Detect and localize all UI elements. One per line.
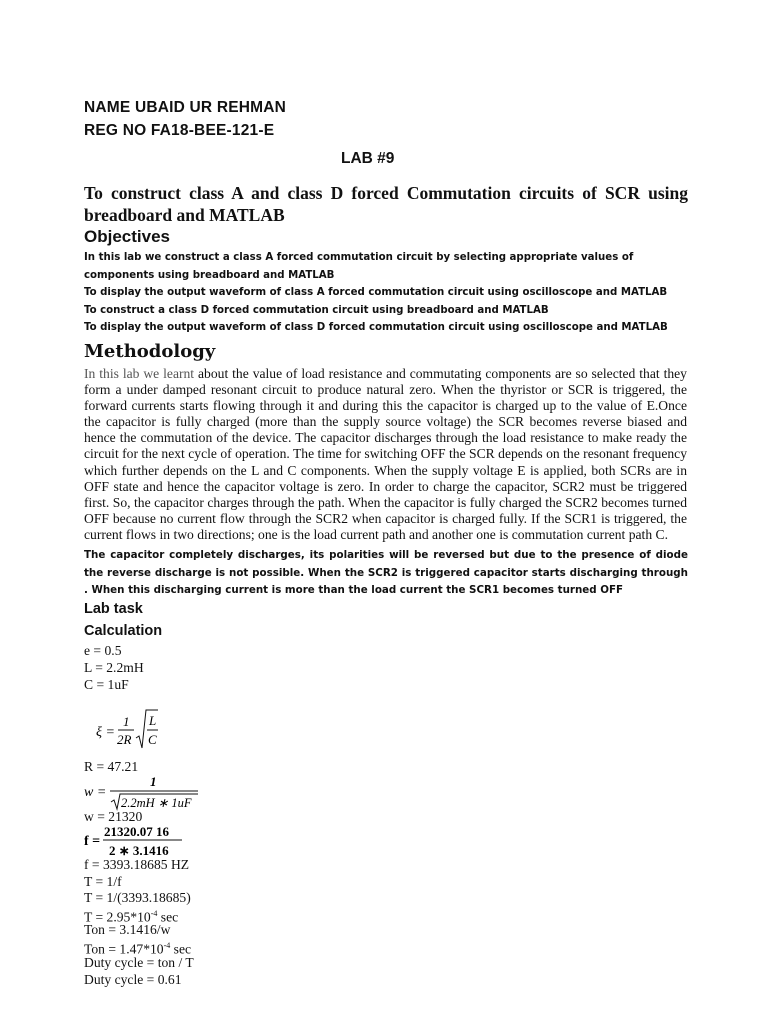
registration-number: REG NO FA18-BEE-121-E <box>84 122 275 139</box>
t-value-unit: sec <box>157 909 179 925</box>
given-e: e = 0.5 <box>84 643 122 658</box>
objective-item: In this lab we construct a class A forced commutation circuit by selecting appropriate values of components using breadboard and MATLAB <box>84 252 634 281</box>
duty-cycle-value: Duty cycle = 0.61 <box>84 972 182 987</box>
lab-task-heading: Lab task <box>84 601 143 617</box>
duty-cycle-definition: Duty cycle = ton / T <box>84 955 194 970</box>
xi-numerator: 1 <box>123 714 130 729</box>
methodology-body: about the value of load resistance and commutating components are so selected that they form a under damped resonant circuit to produce natural zero. When the thyristor or SCR is triggered, the forward currents starts flowing through it and during this the capacitor is charged up to the value of E.Once the capacitor is fully charged (more than the supply source voltage) the SCR becomes reverse biased and hence the commutation of the device. The capacitor discharges through the load resistance to make ready the circuit for the next cycle of operation. The time for switching OFF the SCR depends on the resonant frequency which further depends on the L and C components. When the supply voltage E is applied, both SCRs are in OFF state and hence the capacitor voltage is zero. In order to charge the capacitor, SCR2 must be triggered first. So, the capacitor charges through the path. When the capacitor is fully charged the SCR2 becomes turned OFF because no current flow through the SCR2 when capacitor is charged fully. If the SCR1 is triggered, the current flows in two directions; one is the load current path and another one is commutation current path C. <box>84 366 687 542</box>
t-calculation: T = 1/(3393.18685) <box>84 890 191 905</box>
f-lhs: f = <box>84 834 101 849</box>
ton-value-base: Ton = 1.47*10 <box>84 941 164 957</box>
xi-lhs: ξ = <box>96 725 115 740</box>
methodology-lead: In this lab we learnt <box>84 366 195 381</box>
objective-item: To construct a class D forced commutation circuit using breadboard and MATLAB <box>84 304 549 316</box>
t-value-exponent: -4 <box>150 909 158 918</box>
xi-formula <box>96 706 176 761</box>
objective-item: To display the output waveform of class A forced commutation circuit using oscilloscope and MATLAB <box>84 287 668 299</box>
xi-denominator: 2R <box>117 732 132 747</box>
t-definition: T = 1/f <box>84 874 122 889</box>
w-denominator: 2.2mH ∗ 1uF <box>121 796 192 810</box>
w-numerator: 1 <box>150 774 157 789</box>
calculation-heading: Calculation <box>84 623 163 639</box>
f-formula-svg <box>84 822 194 860</box>
methodology-paragraph <box>84 366 687 543</box>
ton-value-exponent: -4 <box>163 941 171 950</box>
f-value: f = 3393.18685 HZ <box>84 857 190 872</box>
objectives-list <box>84 249 688 337</box>
w-formula-svg <box>84 772 214 814</box>
lab-number: LAB #9 <box>341 150 395 167</box>
student-name: NAME UBAID UR REHMAN <box>84 99 287 116</box>
methodology-heading: Methodology <box>84 341 216 362</box>
methodology-paragraph-2: The capacitor completely discharges, its polarities will be reversed but due to the presence of diode the reverse discharge is not possible. When the SCR2 is triggered capacitor starts discharging through . When this discharging current is more than the load current the SCR1 becomes turned OFF <box>84 549 688 597</box>
w-lhs: w = <box>84 785 107 800</box>
given-l: L = 2.2mH <box>84 660 144 675</box>
f-numerator: 21320.07 16 <box>104 824 169 839</box>
objectives-heading: Objectives <box>84 227 170 246</box>
xi-root-numerator: L <box>149 713 157 728</box>
xi-root-denominator: C <box>148 732 157 747</box>
given-c: C = 1uF <box>84 677 129 692</box>
f-denominator: 2 ∗ 3.1416 <box>109 843 169 858</box>
ton-value-unit: sec <box>170 941 192 957</box>
objective-item: To display the output waveform of class D forced commutation circuit using oscilloscope and MATLAB <box>84 322 668 334</box>
r-value: R = 47.21 <box>84 759 139 774</box>
lab-title: To construct class A and class D forced Commutation circuits of SCR using breadboard and MATLAB <box>84 183 688 225</box>
t-value-base: T = 2.95*10 <box>84 909 151 925</box>
ton-definition: Ton = 3.1416/w <box>84 922 171 937</box>
xi-formula-svg <box>96 706 176 756</box>
w-value: w = 21320 <box>84 809 143 824</box>
